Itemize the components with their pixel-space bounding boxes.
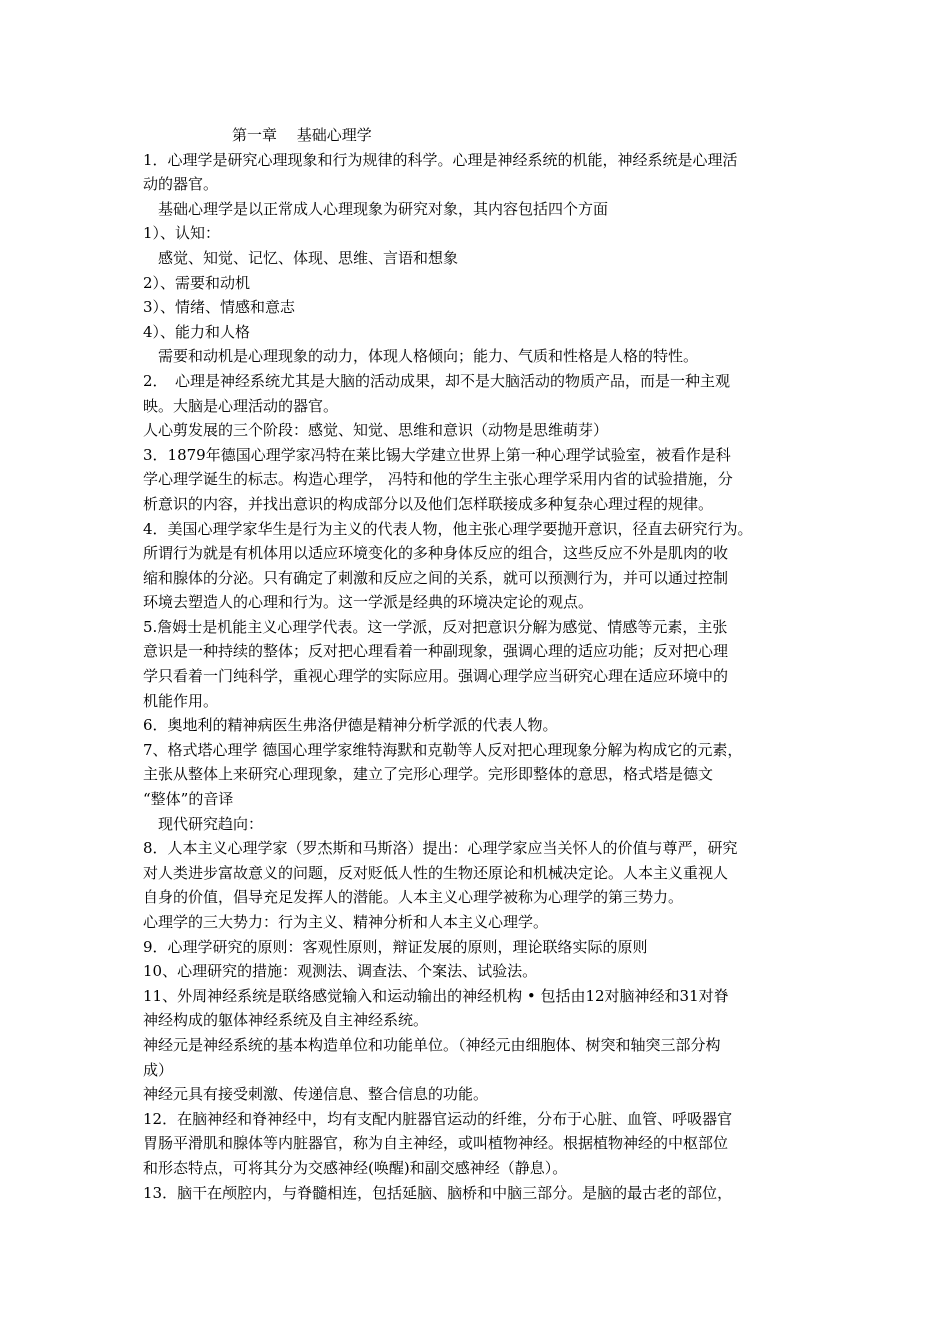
text-line: 学只看着一门纯科学，重视心理学的实际应用。强调心理学应当研究心理在适应环境中的	[143, 667, 729, 686]
text-line: 映。大脑是心理活动的器官。	[143, 396, 339, 415]
chapter-title: 第一章 基础心理学	[232, 126, 372, 144]
text-line: 所谓行为就是有机体用以适应环境变化的多种身体反应的组合，这些反应不外是肌肉的收	[143, 544, 729, 563]
text-line: 意识是一种持续的整体；反对把心理看着一种副现象，强调心理的适应功能；反对把心理	[143, 642, 729, 661]
text-line: 7、格式塔心理学 德国心理学家维特海默和克勒等人反对把心理现象分解为构成它的元素，	[143, 740, 743, 759]
text-line: 学心理学诞生的标志。构造心理学， 冯特和他的学生主张心理学采用内省的试验措施，分	[143, 470, 733, 489]
text-line: 和形态特点，可将其分为交感神经(唤醒)和副交感神经（静息）。	[143, 1158, 568, 1177]
text-line: 3．1879年德国心理学家冯特在莱比锡大学建立世界上第一种心理学试验室，被看作是科	[143, 445, 731, 464]
text-line: 感觉、知觉、记忆、体现、思维、言语和想象	[143, 248, 459, 267]
text-line: 神经元是神经系统的基本构造单位和功能单位。（神经元由细胞体、树突和轴突三部分构	[143, 1035, 721, 1054]
text-line: 动的器官。	[143, 175, 219, 194]
text-line: 6．奥地利的精神病医生弗洛伊德是精神分析学派的代表人物。	[143, 716, 558, 735]
text-line: 人心剪发展的三个阶段：感觉、知觉、思维和意识（动物是思维萌芽）	[143, 421, 609, 440]
text-line: 2）、需要和动机	[143, 273, 251, 292]
text-line: 环境去塑造人的心理和行为。这一学派是经典的环境决定论的观点。	[143, 593, 594, 612]
text-line: 自身的价值，倡导充足发挥人的潜能。人本主义心理学被称为心理学的第三势力。	[143, 888, 684, 907]
text-line: 缩和腺体的分泌。只有确定了刺激和反应之间的关系，就可以预测行为，并可以通过控制	[143, 568, 729, 587]
text-line: 5.詹姆士是机能主义心理学代表。这一学派，反对把意识分解为感觉、情感等元素，主张	[143, 617, 728, 636]
text-line: 胃肠平滑肌和腺体等内脏器官，称为自主神经，或叫植物神经。根据植物神经的中枢部位	[143, 1134, 729, 1153]
text-line: 神经构成的躯体神经系统及自主神经系统。	[143, 1011, 429, 1030]
text-line: 神经元具有接受刺激、传递信息、整合信息的功能。	[143, 1085, 489, 1104]
text-line: 13．脑干在颅腔内，与脊髓相连，包括延脑、脑桥和中脑三部分。是脑的最古老的部位，	[143, 1183, 733, 1202]
text-line: 析意识的内容，并找出意识的构成部分以及他们怎样联接成多种复杂心理过程的规律。	[143, 494, 714, 513]
text-line: 2． 心理是神经系统尤其是大脑的活动成果，却不是大脑活动的物质产品，而是一种主观	[143, 371, 731, 390]
text-line: 现代研究趋向：	[143, 814, 264, 833]
text-line: 4）、能力和人格	[143, 322, 251, 341]
text-line: 12．在脑神经和脊神经中，均有支配内脏器官运动的纤维，分布于心脏、血管、呼吸器官	[143, 1109, 733, 1128]
text-line: “整体”的音译	[143, 790, 234, 809]
text-line: 对人类进步富故意义的问题，反对贬低人性的生物还原论和机械决定论。人本主义重视人	[143, 863, 729, 882]
text-line: 4．美国心理学家华生是行为主义的代表人物，他主张心理学要抛开意识，径直去研究行为。	[143, 519, 753, 538]
text-line: 1）、认知：	[143, 224, 221, 243]
text-line: 11、外周神经系统是联络感觉输入和运动输出的神经机构 • 包括由12对脑神经和31对脊	[143, 986, 729, 1005]
paragraph-lines	[143, 148, 811, 1206]
text-line: 基础心理学是以正常成人心理现象为研究对象，其内容包括四个方面	[143, 199, 609, 218]
text-line: 成）	[143, 1060, 174, 1079]
text-line: 1．心理学是研究心理现象和行为规律的科学。心理是神经系统的机能，神经系统是心理活	[143, 150, 738, 169]
text-line: 心理学的三大势力：行为主义、精神分析和人本主义心理学。	[143, 913, 549, 931]
text-line: 主张从整体上来研究心理现象，建立了完形心理学。完形即整体的意思，格式塔是德文	[143, 765, 714, 784]
text-line: 需要和动机是心理现象的动力，体现人格倾向；能力、气质和性格是人格的特性。	[143, 347, 699, 366]
text-line: 3）、情绪、情感和意志	[143, 298, 296, 317]
document-body	[143, 123, 811, 1205]
text-line: 机能作用。	[143, 691, 219, 710]
text-line: 9．心理学研究的原则：客观性原则，辩证发展的原则，理论联络实际的原则	[143, 937, 648, 956]
text-line: 10、心理研究的措施：观测法、调查法、个案法、试验法。	[143, 962, 538, 981]
text-line: 8．人本主义心理学家（罗杰斯和马斯洛）提出：心理学家应当关怀人的价值与尊严，研究	[143, 839, 738, 858]
